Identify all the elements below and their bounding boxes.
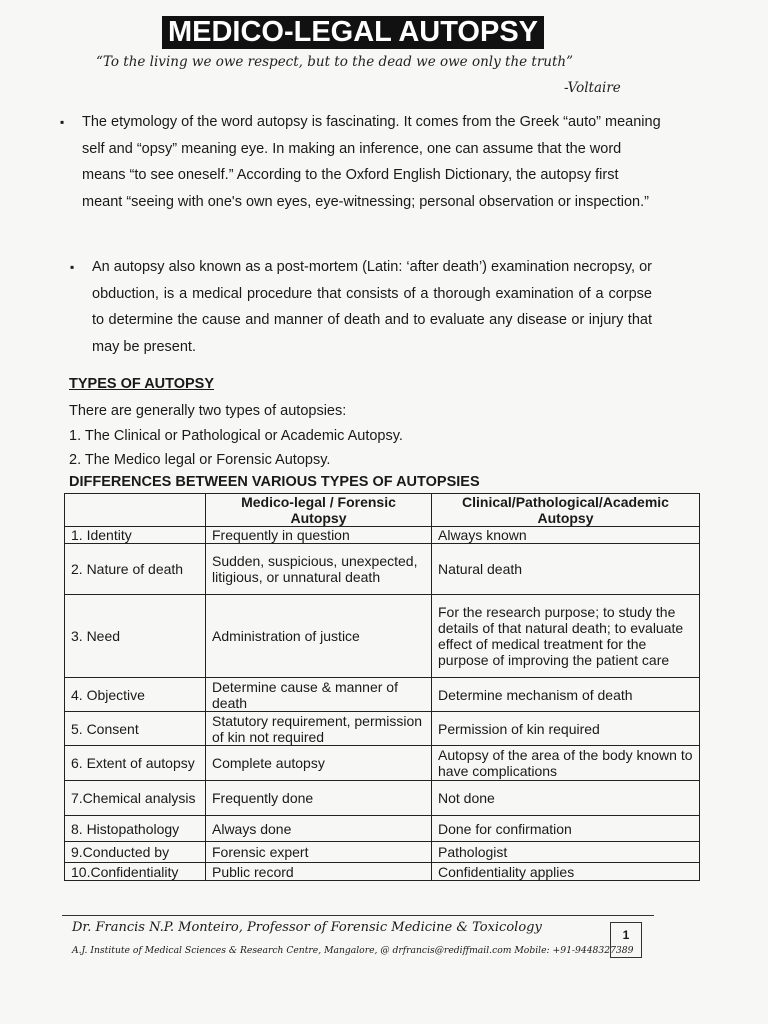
table-cell: Pathologist	[432, 842, 700, 863]
table-cell: Administration of justice	[206, 595, 432, 678]
epigraph-quote: “To the living we owe respect, but to the dead we owe only the truth”	[96, 54, 574, 70]
table-cell: 8. Histopathology	[65, 816, 206, 842]
table-cell: 3. Need	[65, 595, 206, 678]
table-row	[65, 746, 700, 781]
epigraph-author: -Voltaire	[564, 80, 621, 96]
table-cell: Sudden, suspicious, unexpected, litigious, or unnatural death	[206, 544, 432, 595]
table-cell: Always known	[432, 527, 700, 544]
table-cell: Frequently in question	[206, 527, 432, 544]
table-cell: 5. Consent	[65, 712, 206, 746]
table-cell: 7.Chemical analysis	[65, 781, 206, 816]
footer-institute: A.J. Institute of Medical Sciences & Research Centre, Mangalore, @ drfrancis@rediffmail.com Mobile: +91-9448327389	[72, 945, 634, 956]
types-heading: TYPES OF AUTOPSY	[69, 376, 215, 392]
table-cell: Confidentiality applies	[432, 863, 700, 881]
table-row	[65, 678, 700, 712]
types-list-item: 2. The Medico legal or Forensic Autopsy.	[69, 452, 331, 468]
differences-heading: DIFFERENCES BETWEEN VARIOUS TYPES OF AUTOPSIES	[69, 474, 480, 490]
table-row	[65, 781, 700, 816]
table-cell: 9.Conducted by	[65, 842, 206, 863]
table-cell: Complete autopsy	[206, 746, 432, 781]
table-cell: Public record	[206, 863, 432, 881]
table-cell: Statutory requirement, permission of kin not required	[206, 712, 432, 746]
types-list-item: 1. The Clinical or Pathological or Academic Autopsy.	[69, 428, 403, 444]
table-cell: Done for confirmation	[432, 816, 700, 842]
definition-text: An autopsy also known as a post-mortem (Latin: ‘after death’) examination necropsy, or obduction, is a medical procedure that consists of a thorough examination of a corpse to determine the cause and manner of death and to evaluate any disease or injury that may be present.	[92, 259, 652, 355]
column-header	[65, 494, 206, 527]
table-cell: For the research purpose; to study the details of that natural death; to evaluate effect of medical treatment for the purpose of improving the patient care	[432, 595, 700, 678]
column-header: Clinical/Pathological/Academic Autopsy	[432, 494, 700, 527]
table-row	[65, 544, 700, 595]
table-cell: Determine mechanism of death	[432, 678, 700, 712]
table-row	[65, 712, 700, 746]
table-cell: Permission of kin required	[432, 712, 700, 746]
bullet-square-icon: ▪	[70, 260, 75, 274]
table-cell: Autopsy of the area of the body known to have complications	[432, 746, 700, 781]
types-intro: There are generally two types of autopsies:	[69, 403, 347, 419]
table-row	[65, 816, 700, 842]
page-number: 1	[610, 922, 642, 958]
table-cell: Determine cause & manner of death	[206, 678, 432, 712]
definition-paragraph	[70, 254, 652, 360]
table-header-row	[65, 494, 700, 527]
table-cell: Forensic expert	[206, 842, 432, 863]
table-row	[65, 595, 700, 678]
table-row	[65, 863, 700, 881]
table-cell: 2. Nature of death	[65, 544, 206, 595]
etymology-text: The etymology of the word autopsy is fascinating. It comes from the Greek “auto” meaning self and “opsy” meaning eye. In making an inference, one can assume that the word means “to see oneself.” According to the Oxford English Dictionary, the autopsy first meant “seeing with one's own eyes, eye-witnessing; personal observation or inspection.”	[82, 114, 661, 210]
table-cell: 4. Objective	[65, 678, 206, 712]
table-cell: 1. Identity	[65, 527, 206, 544]
table-cell: 10.Confidentiality	[65, 863, 206, 881]
bullet-square-icon: ▪	[60, 115, 65, 129]
footer-author: Dr. Francis N.P. Monteiro, Professor of Forensic Medicine & Toxicology	[72, 920, 542, 935]
table-row	[65, 527, 700, 544]
table-cell: Natural death	[432, 544, 700, 595]
column-header: Medico-legal / Forensic Autopsy	[206, 494, 432, 527]
etymology-paragraph	[60, 109, 662, 215]
table-cell: Always done	[206, 816, 432, 842]
footer-divider	[62, 915, 654, 916]
table-cell: Frequently done	[206, 781, 432, 816]
table-cell: Not done	[432, 781, 700, 816]
table-row	[65, 842, 700, 863]
table-cell: 6. Extent of autopsy	[65, 746, 206, 781]
differences-table	[64, 493, 700, 881]
document-title: MEDICO-LEGAL AUTOPSY	[162, 16, 544, 49]
